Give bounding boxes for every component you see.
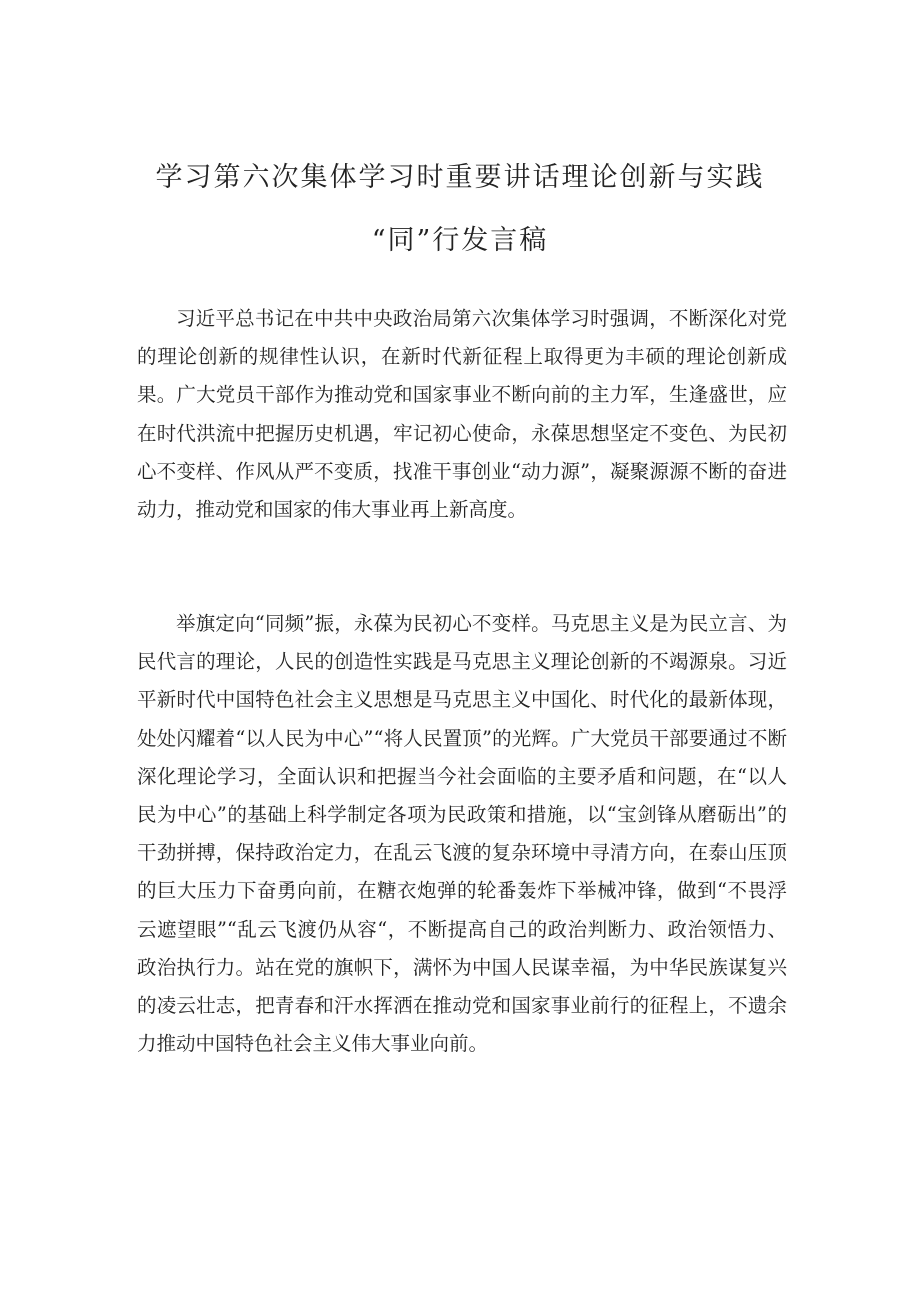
document-title-line-2: “同”行发言稿 — [371, 225, 549, 256]
document-title-line-1: 学习第六次集体学习时重要讲话理论创新与实践 — [155, 162, 765, 193]
body-paragraph-1: 习近平总书记在中共中央政治局第六次集体学习时强调，不断深化对党的理论创新的规律性认识，在新时代新征程上取得更为丰硕的理论创新成果。广大党员干部作为推动党和国家事业不断向前的主力军，生逢盛世，应在时代洪流中把握历史机遇，牢记初心使命，永葆思想坚定不变色、为民初心不变样、作风从严不变质，找准干事创业“动力源”，凝聚源源不断的奋进动力，推动党和国家的伟大事业再上新高度。 — [137, 307, 787, 522]
body-paragraph-2: 举旗定向“同频”振，永葆为民初心不变样。马克思主义是为民立言、为民代言的理论，人民的创造性实践是马克思主义理论创新的不竭源泉。习近平新时代中国特色社会主义思想是马克思主义中国化、时代化的最新体现，处处闪耀着“以人民为中心”“将人民置顶”的光辉。广大党员干部要通过不断深化理论学习，全面认识和把握当今社会面临的主要矛盾和问题，在“以人民为中心”的基础上科学制定各项为民政策和措施，以“宝剑锋从磨砺出”的干劲拼搏，保持政治定力，在乱云飞渡的复杂环境中寻清方向，在泰山压顶的巨大压力下奋勇向前，在糖衣炮弹的轮番轰炸下举械冲锋，做到“不畏浮云遮望眼”“乱云飞渡仍从容“，不断提高自己的政治判断力、政治领悟力、政治执行力。站在党的旗帜下，满怀为中国人民谋幸福，为中华民族谋复兴的凌云壮志，把青春和汗水挥洒在推动党和国家事业前行的征程上，不遗余力推动中国特色社会主义伟大事业向前。 — [137, 612, 787, 1056]
